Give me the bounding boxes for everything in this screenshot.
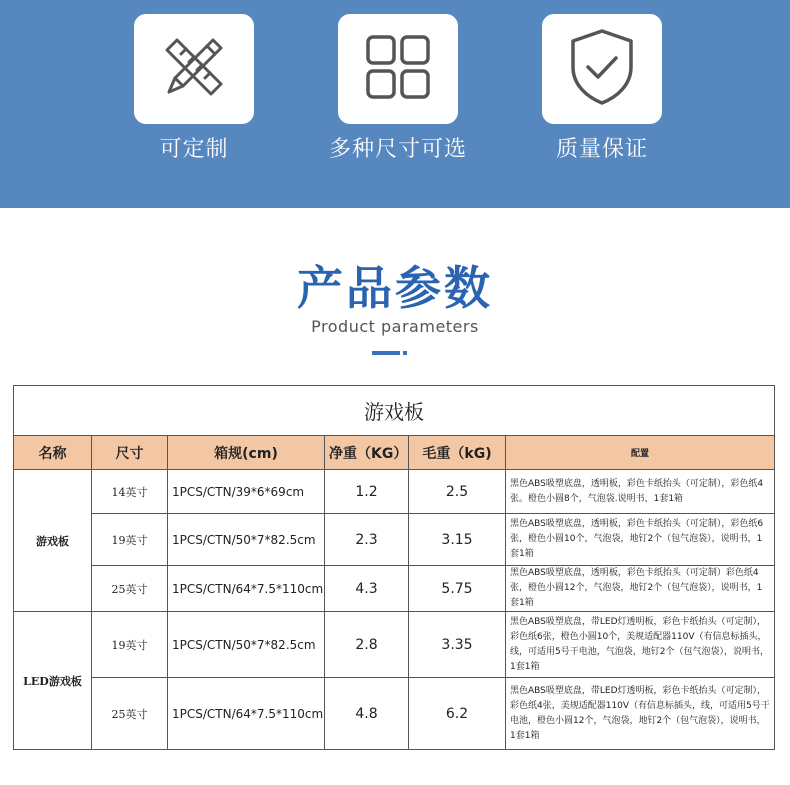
header-config: 配置 (506, 436, 775, 470)
cell-box: 1PCS/CTN/64*7.5*110cm (168, 566, 325, 612)
title-underline-dot (403, 351, 407, 355)
feature-quality (542, 14, 662, 162)
header-name: 名称 (14, 436, 92, 470)
cell-box: 1PCS/CTN/50*7*82.5cm (168, 514, 325, 566)
cell-box: 1PCS/CTN/50*7*82.5cm (168, 612, 325, 678)
feature-banner (0, 0, 790, 208)
header-gross: 毛重（kG) (409, 436, 506, 470)
cell-size: 19英寸 (92, 612, 168, 678)
cell-net: 4.3 (325, 566, 409, 612)
title-underline (372, 351, 400, 355)
cell-gross: 5.75 (409, 566, 506, 612)
cell-gross: 6.2 (409, 678, 506, 750)
cell-size: 14英寸 (92, 470, 168, 514)
cell-size: 25英寸 (92, 566, 168, 612)
cell-net: 2.8 (325, 612, 409, 678)
group-name: LED游戏板 (14, 612, 92, 750)
feature-card (134, 14, 254, 124)
table-caption: 游戏板 (14, 386, 775, 436)
cell-box: 1PCS/CTN/39*6*69cm (168, 470, 325, 514)
cell-config: 黑色ABS吸塑底盘，带LED灯透明板，彩色卡纸抬头（可定制），彩色纸4张，美规适配器110V（有信息标插头，线，可适用5号干电池，橙色小圆12个，气泡袋，地钉2个（包气泡袋），说明书，1套1箱 (506, 678, 775, 750)
table-header-row (14, 436, 775, 470)
cell-gross: 3.35 (409, 612, 506, 678)
table-row (14, 612, 775, 678)
feature-label: 可定制 (159, 137, 229, 162)
shield-check-icon (569, 27, 635, 111)
section-subtitle: Product parameters (311, 317, 479, 336)
cell-net: 4.8 (325, 678, 409, 750)
cell-size: 19英寸 (92, 514, 168, 566)
cell-config: 黑色ABS吸塑底盘，透明板，彩色卡纸抬头（可定制），彩色纸4张。橙色小圆8个，气泡袋.说明书，1套1箱 (506, 470, 775, 514)
cell-box: 1PCS/CTN/64*7.5*110cm (168, 678, 325, 750)
cell-config: 黑色ABS吸塑底盘，透明板，彩色卡纸抬头（可定制）彩色纸4张，橙色小圆12个，气泡袋，地钉2个（包气泡袋），说明书，1套1箱 (506, 566, 775, 612)
group-name: 游戏板 (14, 470, 92, 612)
grid-icon (365, 34, 431, 104)
cell-size: 25英寸 (92, 678, 168, 750)
feature-customizable (134, 14, 254, 162)
feature-label: 质量保证 (555, 137, 649, 162)
cell-config: 黑色ABS吸塑底盘，透明板，彩色卡纸抬头（可定制），彩色纸6张，橙色小圆10个，气泡袋，地钉2个（包气泡袋），说明书，1套1箱 (506, 514, 775, 566)
header-box: 箱规(cm) (168, 436, 325, 470)
feature-label: 多种尺寸可选 (328, 137, 468, 162)
table-row (14, 470, 775, 514)
table-caption-row (14, 386, 775, 436)
cell-net: 2.3 (325, 514, 409, 566)
cell-net: 1.2 (325, 470, 409, 514)
feature-sizes (328, 14, 468, 162)
feature-card (338, 14, 458, 124)
table-row (14, 566, 775, 612)
table-row (14, 678, 775, 750)
pencil-ruler-icon (159, 32, 229, 106)
cell-config: 黑色ABS吸塑底盘，带LED灯透明板，彩色卡纸抬头（可定制），彩色纸6张，橙色小圆10个，美规适配器110V（有信息标插头，线，可适用5号干电池，气泡袋，地钉2个（包气泡袋），说明书，1套1箱 (506, 612, 775, 678)
section-title: 产品参数 (297, 261, 493, 315)
header-size: 尺寸 (92, 436, 168, 470)
cell-gross: 3.15 (409, 514, 506, 566)
feature-card (542, 14, 662, 124)
header-net: 净重（KG） (325, 436, 409, 470)
product-parameters-table (13, 385, 775, 750)
cell-gross: 2.5 (409, 470, 506, 514)
table-row (14, 514, 775, 566)
